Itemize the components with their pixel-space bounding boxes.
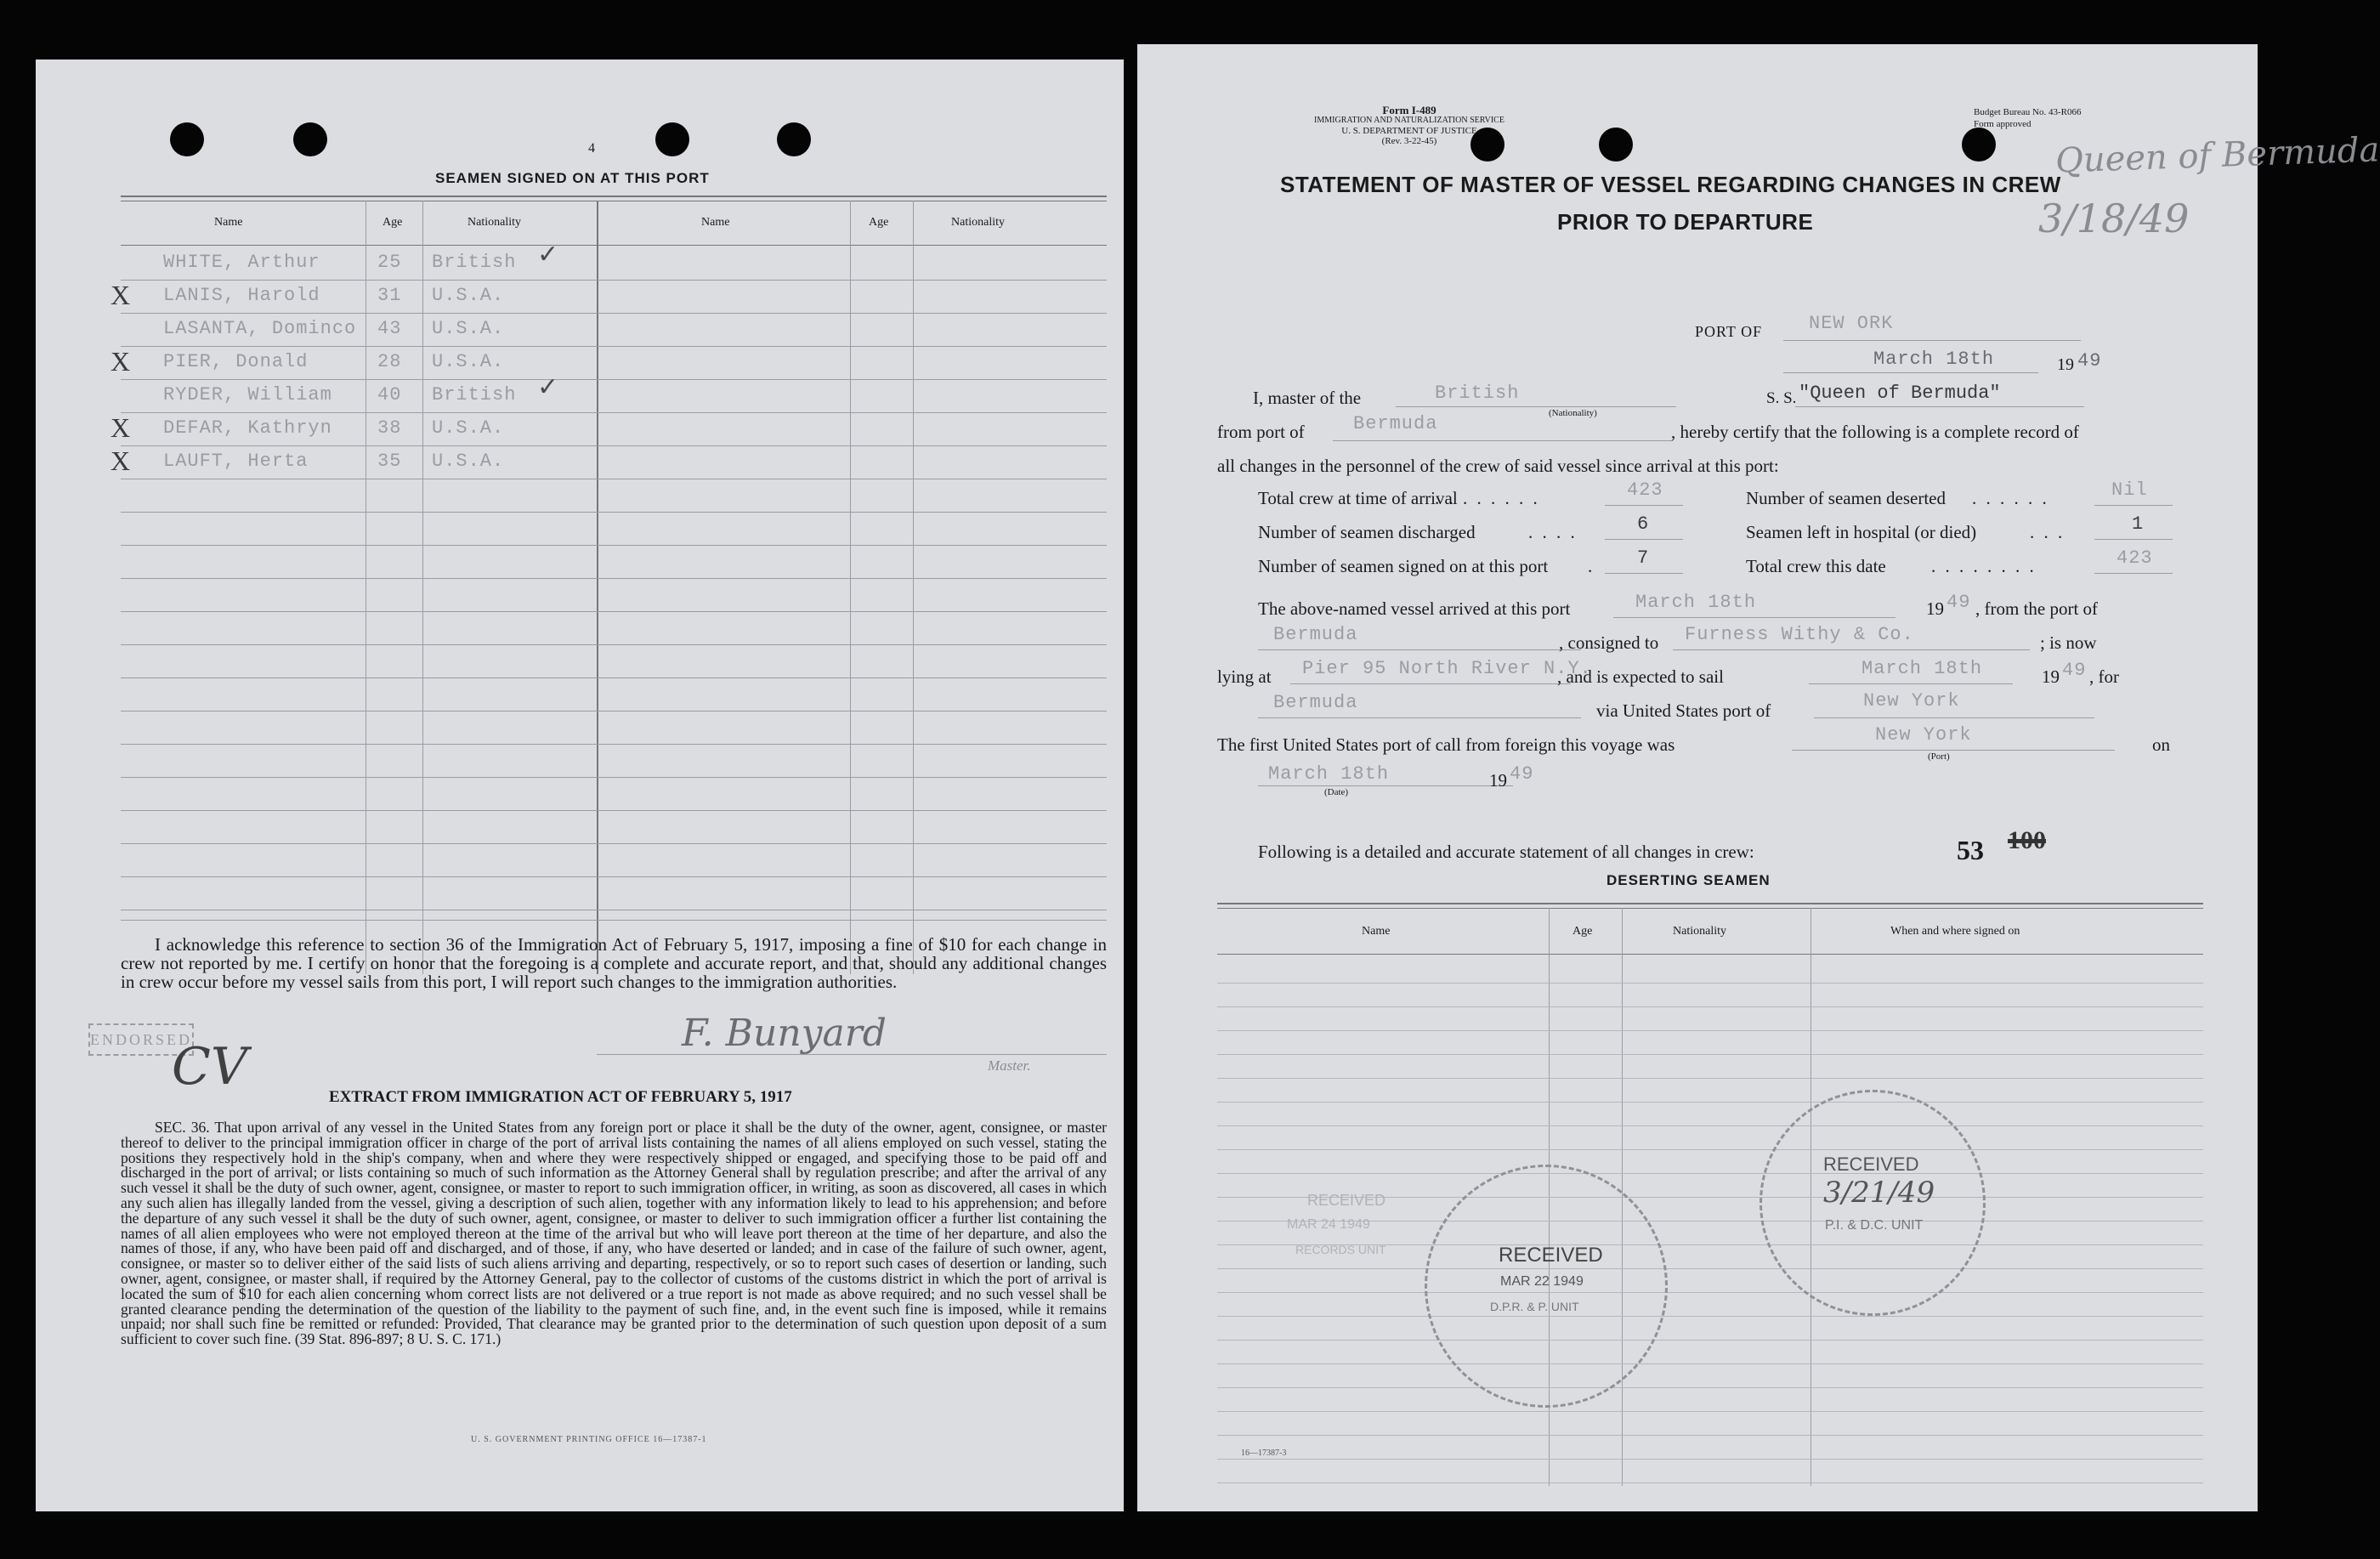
arrived-label: The above-named vessel arrived at this port xyxy=(1258,598,1571,619)
department-line: U. S. DEPARTMENT OF JUSTICE xyxy=(1341,126,1477,136)
signed-on: 7 xyxy=(1637,547,1650,569)
row-rule xyxy=(1217,1030,2203,1031)
first-port-year-prefix: 19 xyxy=(1489,770,1507,791)
left-page xyxy=(36,60,1124,1511)
row-rule xyxy=(121,876,1107,877)
form-approved: Form approved xyxy=(1974,119,2032,129)
col-age-1: Age xyxy=(382,216,403,229)
punch-hole xyxy=(170,122,204,156)
col-name-1: Name xyxy=(214,216,243,229)
revision-line: (Rev. 3-22-45) xyxy=(1381,136,1437,146)
certify-text: , hereby certify that the following is a complete record of xyxy=(1671,422,2079,442)
seaman-nationality: U.S.A. xyxy=(432,351,505,372)
punch-hole xyxy=(777,122,811,156)
certify-text-continued: all changes in the personnel of the crew of said vessel since arrival at this port: xyxy=(1217,456,1779,476)
lying-at: Pier 95 North River N.Y. xyxy=(1302,658,1592,679)
row-rule xyxy=(1217,1268,2203,1269)
row-rule xyxy=(1217,1292,2203,1293)
row-rule xyxy=(121,744,1107,745)
row-rule xyxy=(1217,1054,2203,1055)
seaman-age: 43 xyxy=(377,318,402,339)
fill-line xyxy=(1605,573,1683,574)
from-port-label: from port of xyxy=(1217,422,1305,442)
seaman-nationality: U.S.A. xyxy=(432,417,505,439)
year-prefix: 19 xyxy=(2057,355,2074,374)
row-rule xyxy=(121,379,1107,380)
via-label: via United States port of xyxy=(1596,700,1771,721)
seaman-age: 38 xyxy=(377,417,402,439)
printer-note: U. S. GOVERNMENT PRINTING OFFICE 16—17387-1 xyxy=(471,1435,707,1444)
handwritten-vessel-note: Queen of Bermuda xyxy=(2054,130,2380,181)
fill-line xyxy=(1258,785,1513,786)
row-rule xyxy=(121,445,1107,446)
fill-line xyxy=(1605,539,1683,540)
port-label: PORT OF xyxy=(1695,323,1763,340)
budget-bureau: Budget Bureau No. 43-R066 xyxy=(1974,107,2082,117)
vessel-name: "Queen of Bermuda" xyxy=(1799,383,2001,404)
col-name: Name xyxy=(1362,925,1391,938)
fill-line xyxy=(1783,340,2081,341)
sail-year: 49 xyxy=(2062,660,2087,681)
deserting-heading: DESERTING SEAMEN xyxy=(1606,872,1771,888)
form-title: STATEMENT OF MASTER OF VESSEL REGARDING CHANGES IN CREW xyxy=(1280,172,2061,197)
port-caption: (Port) xyxy=(1928,751,1950,762)
table-bottom-rule xyxy=(121,920,1107,921)
sail-date: March 18th xyxy=(1862,658,1983,679)
seaman-name: DEFAR, Kathryn xyxy=(163,417,332,439)
fill-line xyxy=(1809,683,2013,684)
row-rule xyxy=(1217,1078,2203,1079)
row-rule xyxy=(1217,1173,2203,1174)
checkmark-icon: ✓ xyxy=(537,241,559,269)
fill-line xyxy=(1792,750,2115,751)
master-label: I, master of the xyxy=(1253,388,1362,408)
seaman-age: 31 xyxy=(377,285,402,306)
changes-count: 53 xyxy=(1957,835,1984,865)
seaman-nationality: British xyxy=(432,252,517,273)
printer-note: 16—17387-3 xyxy=(1241,1448,1287,1458)
date-caption: (Date) xyxy=(1324,787,1349,797)
signed-on-label: Number of seamen signed on at this port xyxy=(1258,556,1549,576)
sail-year-prefix: 19 xyxy=(2042,666,2060,687)
fill-line xyxy=(2094,573,2173,574)
discharged-label: Number of seamen discharged xyxy=(1258,522,1476,542)
agency-line: IMMIGRATION AND NATURALIZATION SERVICE xyxy=(1314,116,1504,125)
row-rule xyxy=(1217,1363,2203,1364)
received-stamp-1: RECEIVED MAR 22 1949 D.P.R. & P. UNIT xyxy=(1425,1165,1668,1408)
faded-stamp-date: MAR 24 1949 xyxy=(1287,1217,1370,1232)
fill-line xyxy=(1673,649,2030,650)
hospital-label: Seamen left in hospital (or died) xyxy=(1746,522,1977,542)
arrived-from: Bermuda xyxy=(1273,624,1358,645)
arrived-date: March 18th xyxy=(1635,592,1757,613)
dot-leader: . xyxy=(1588,556,1593,576)
dot-leader: . . . xyxy=(2030,522,2066,542)
fill-line xyxy=(1613,617,1896,618)
row-rule xyxy=(1217,1006,2203,1007)
col-nationality: Nationality xyxy=(1673,925,1726,938)
acknowledgment-text: I acknowledge this reference to section 36 of the Immigration Act of February 5, 1917, imposing a fine of $10 for each change in crew not reported by me. I certify on honor that the foregoing is a complete and accurate report, and that, should any additional changes in crew occur before my vessel sails from this port, I will report such changes to the immigration authorities. xyxy=(121,934,1107,992)
endorsed-stamp: ENDORSED xyxy=(88,1023,194,1056)
fill-line xyxy=(1814,717,2094,718)
col-age-2: Age xyxy=(869,216,889,229)
fill-line xyxy=(1258,649,1581,650)
seaman-name: PIER, Donald xyxy=(163,351,309,372)
page-number: 4 xyxy=(588,141,595,156)
first-port-year: 49 xyxy=(1510,763,1534,785)
for-label: , for xyxy=(2089,666,2119,687)
punch-hole xyxy=(293,122,327,156)
row-rule xyxy=(1217,1411,2203,1412)
initials: CV xyxy=(172,1037,248,1097)
row-rule xyxy=(121,677,1107,678)
dot-leader: . . . . . . . . xyxy=(1435,488,1540,508)
header-rule xyxy=(121,245,1107,246)
column-divider xyxy=(913,201,914,974)
right-page xyxy=(1137,44,2380,1511)
fill-line xyxy=(1396,406,1676,407)
seaman-name: LASANTA, Dominco xyxy=(163,318,357,339)
arrived-year-prefix: 19 xyxy=(1926,598,1944,619)
row-rule xyxy=(121,810,1107,811)
dot-leader: . . . . . . xyxy=(1972,488,2049,508)
row-rule xyxy=(121,313,1107,314)
row-rule xyxy=(121,346,1107,347)
row-rule xyxy=(1217,1482,2203,1483)
hospital: 1 xyxy=(2132,513,2145,535)
row-rule xyxy=(1217,1435,2203,1436)
is-now-label: ; is now xyxy=(2040,632,2097,653)
fill-line xyxy=(1605,505,1683,506)
signature-line xyxy=(597,1054,1107,1055)
first-port-label: The first United States port of call from foreign this voyage was xyxy=(1217,734,1675,755)
punch-hole xyxy=(655,122,689,156)
seaman-name: LAUFT, Herta xyxy=(163,451,309,472)
row-rule xyxy=(121,545,1107,546)
total-crew-arrival-label: Total crew at time of arrival xyxy=(1258,488,1458,508)
report-date: March 18th xyxy=(1873,349,1995,370)
first-port-date: March 18th xyxy=(1268,763,1390,785)
seaman-age: 35 xyxy=(377,451,402,472)
via-port: New York xyxy=(1863,690,1960,711)
row-rule xyxy=(121,611,1107,612)
table-top-rule xyxy=(1217,903,2203,904)
row-rule xyxy=(1217,1316,2203,1317)
column-divider xyxy=(422,201,423,974)
row-rule xyxy=(1217,1387,2203,1388)
row-rule xyxy=(1217,1340,2203,1341)
fill-line xyxy=(1290,683,1571,684)
header-rule xyxy=(1217,954,2203,955)
strike-x-mark: X xyxy=(110,346,131,377)
seaman-nationality: U.S.A. xyxy=(432,451,505,472)
extract-title: EXTRACT FROM IMMIGRATION ACT OF FEBRUARY 5, 1917 xyxy=(329,1088,792,1106)
from-port-value: Bermuda xyxy=(1353,413,1438,434)
fill-line xyxy=(1783,372,2038,373)
sail-label: , and is expected to sail xyxy=(1557,666,1724,687)
dot-leader: . . . . . . . . xyxy=(1931,556,2037,576)
ss-label: S. S. xyxy=(1766,389,1797,407)
master-nationality: British xyxy=(1435,383,1520,404)
seaman-age: 28 xyxy=(377,351,402,372)
col-nationality-2: Nationality xyxy=(951,216,1005,229)
destination: Bermuda xyxy=(1273,692,1358,713)
section-heading: SEAMEN SIGNED ON AT THIS PORT xyxy=(435,170,710,186)
col-when-where: When and where signed on xyxy=(1890,925,2020,938)
fill-line xyxy=(1258,717,1581,718)
row-rule xyxy=(121,777,1107,778)
form-number: Form I-489 xyxy=(1382,104,1436,116)
seaman-nationality: U.S.A. xyxy=(432,318,505,339)
port-value: NEW ORK xyxy=(1809,313,1894,334)
table-top-rule xyxy=(121,196,1107,197)
table-top-rule xyxy=(1217,908,2203,909)
changes-label: Following is a detailed and accurate statement of all changes in crew: xyxy=(1258,842,1754,862)
strike-x-mark: X xyxy=(110,280,131,310)
seaman-age: 25 xyxy=(377,252,402,273)
form-subtitle: PRIOR TO DEPARTURE xyxy=(1557,209,1814,235)
deserted-label: Number of seamen deserted xyxy=(1746,488,1946,508)
arrived-year: 49 xyxy=(1946,592,1971,613)
lying-label: lying at xyxy=(1217,666,1272,687)
punch-hole xyxy=(1962,128,1996,162)
seaman-age: 40 xyxy=(377,384,402,405)
column-divider xyxy=(597,201,598,974)
row-rule xyxy=(1217,1125,2203,1126)
row-rule xyxy=(121,578,1107,579)
from-port-of-label: , from the port of xyxy=(1975,598,2099,619)
faded-stamp-text: RECEIVED xyxy=(1307,1192,1386,1209)
fill-line xyxy=(2094,505,2173,506)
consigned-label: , consigned to xyxy=(1559,632,1659,653)
col-age: Age xyxy=(1572,925,1593,938)
row-rule xyxy=(121,512,1107,513)
consignee: Furness Withy & Co. xyxy=(1685,624,1914,645)
row-rule xyxy=(121,843,1107,844)
nationality-caption: (Nationality) xyxy=(1549,408,1597,418)
seaman-name: RYDER, William xyxy=(163,384,332,405)
faded-stamp-unit: RECORDS UNIT xyxy=(1295,1243,1386,1256)
master-signature: F. Bunyard xyxy=(682,1012,887,1055)
fill-line xyxy=(1333,440,1673,441)
strike-x-mark: X xyxy=(110,412,131,443)
report-year: 49 xyxy=(2077,350,2102,371)
total-crew-date: 423 xyxy=(2116,547,2153,569)
column-divider xyxy=(850,201,851,974)
checkmark-icon: ✓ xyxy=(537,373,559,401)
row-rule xyxy=(121,644,1107,645)
col-nationality-1: Nationality xyxy=(468,216,521,229)
seaman-nationality: British xyxy=(432,384,517,405)
extract-text: SEC. 36. That upon arrival of any vessel in the United States from any foreign port or place it shall be the duty of the owner, agent, consignee, or master thereof to deliver to the principal immigration officer in charge of the port of arrival lists containing the names of all aliens employed on such vessel, stating the positions they respectively hold in the ship's company, when and where they were respectively shipped or engaged, and specifying those to be paid off and discharged in the port of arrival; or lists containing so much of such information as the Attorney General shall by regulation prescribe; and after the arrival of any such vessel it shall be the duty of such owner, agent, consignee, or master to report to such immigration officer, in writing, as soon as discovered, all cases in which any such alien has illegally landed from the vessel, giving a description of such alien, together with any information likely to lead to his apprehension; and before the departure of any such vessel it shall be the duty of such owner, agent, consignee, or master to deliver to such immigration officer a further list containing the names of all alien employees who were not employed thereon at the time of the arrival but who will leave port thereon at the time of her departure, and also the names of those, if any, who have been paid off and discharged, and of those, if any, who have deserted or landed; and in case of the failure of such owner, agent, consignee, or master so to deliver either of the said lists of such aliens arriving and departing, respectively, or so to report such cases of desertion or landing, such owner, agent, consignee, or master shall, if required by the Attorney General, pay to the collector of customs of the customs district in which the port of arrival is located the sum of $10 for each alien concerning whom correct lists are not delivered or a true report is not made as above required; and no such vessel shall be granted clearance pending the determination of the question of the liability to the payment of such fine, and, in the event such fine is imposed, while it remains unpaid; nor shall such fine be remitted or refunded: Provided, That clearance may be granted prior to the determination of such question upon deposit of a sum sufficient to cover such fine. (39 Stat. 896-897; 8 U. S. C. 171.) xyxy=(121,1119,1107,1348)
fill-line xyxy=(1795,406,2084,407)
seaman-nationality: U.S.A. xyxy=(432,285,505,306)
row-rule xyxy=(1217,1149,2203,1150)
row-rule xyxy=(1217,1102,2203,1103)
dot-leader: . . . . xyxy=(1528,522,1578,542)
fill-line xyxy=(2094,539,2173,540)
row-rule xyxy=(1217,983,2203,984)
col-name-2: Name xyxy=(701,216,730,229)
on-label: on xyxy=(2152,734,2170,755)
seaman-name: LANIS, Harold xyxy=(163,285,320,306)
deserted: Nil xyxy=(2111,479,2148,501)
seaman-name: WHITE, Arthur xyxy=(163,252,320,273)
changes-struck: 100 xyxy=(2008,826,2046,854)
row-rule xyxy=(121,280,1107,281)
signature-caption: Master. xyxy=(988,1057,1031,1074)
row-rule xyxy=(1217,1459,2203,1460)
discharged: 6 xyxy=(1637,513,1650,535)
punch-hole xyxy=(1599,128,1633,162)
handwritten-date: 3/18/49 xyxy=(2038,196,2190,241)
received-stamp-2: RECEIVED 3/21/49 P.I. & D.C. UNIT xyxy=(1760,1090,1986,1316)
total-crew-date-label: Total crew this date xyxy=(1746,556,1886,576)
first-port: New York xyxy=(1875,724,1972,745)
total-crew-arrival: 423 xyxy=(1627,479,1663,501)
strike-x-mark: X xyxy=(110,445,131,476)
row-rule xyxy=(121,412,1107,413)
